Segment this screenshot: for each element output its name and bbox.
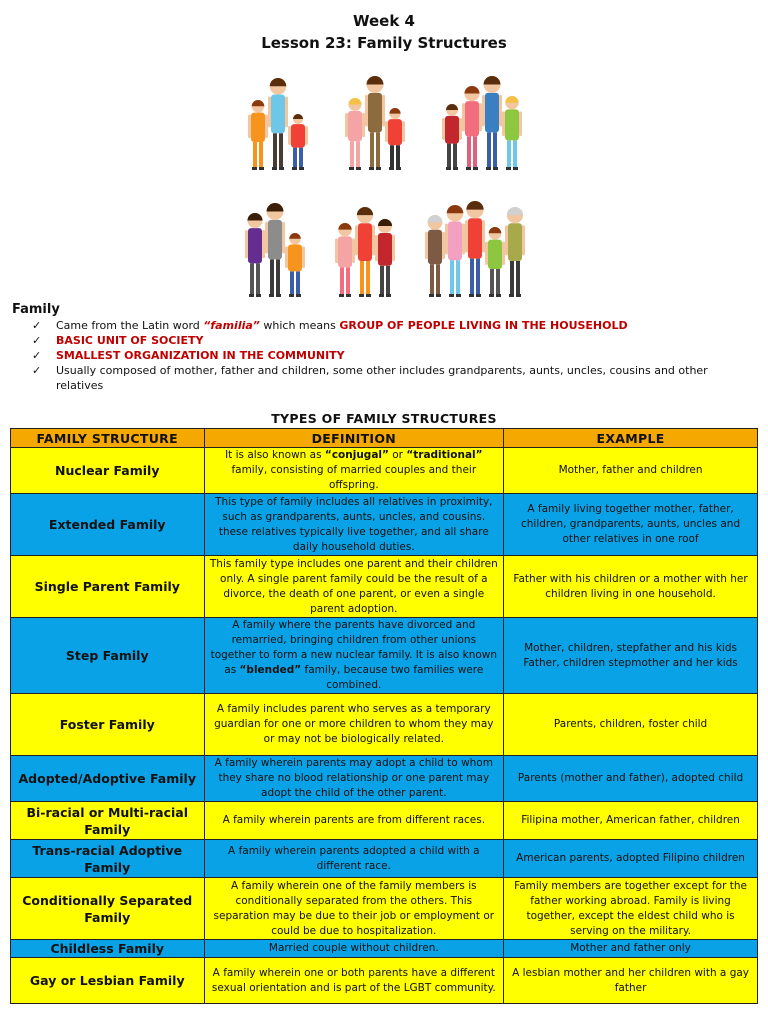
structure-name: Trans-racial Adoptive Family — [11, 840, 205, 878]
structure-definition: This family type includes one parent and their children only. A single parent family could be the result of a divorce, the death of one parent, or even a single parent adoption. — [204, 556, 504, 618]
structure-name: Step Family — [11, 618, 205, 694]
person-figure — [365, 76, 385, 170]
family-group-3 — [438, 68, 526, 172]
structure-definition: A family wherein parents are from different races. — [204, 802, 504, 840]
structure-definition: Married couple without children. — [204, 940, 504, 958]
person-figure — [265, 203, 285, 297]
structure-example: Mother, father and children — [504, 448, 758, 494]
structure-example: Father with his children or a mother with her children living in one household. — [504, 556, 758, 618]
person-figure — [335, 223, 355, 297]
table-row — [11, 494, 758, 556]
person-figure — [425, 215, 445, 297]
structure-example: A lesbian mother and her children with a gay father — [504, 958, 758, 1004]
structure-name: Bi-racial or Multi-racial Family — [11, 802, 205, 840]
bullet-emphasis: BASIC UNIT OF SOCIETY — [56, 334, 204, 347]
family-group-5-icon — [331, 195, 399, 299]
structure-definition: A family where the parents have divorced and remarried, bringing children from other unions together to form a new nuclear family. It is also known as “blended” family, because two families were combined. — [204, 618, 504, 694]
structure-definition: A family includes parent who serves as a temporary guardian for one or more children to whom they may or may not be biologically related. — [204, 694, 504, 756]
table-row — [11, 958, 758, 1004]
person-figure — [285, 233, 305, 297]
table-row — [11, 878, 758, 940]
bullet-latin-origin — [32, 318, 752, 333]
structure-name: Conditionally Separated Family — [11, 878, 205, 940]
person-figure — [465, 201, 485, 297]
table-row — [11, 940, 758, 958]
person-figure — [442, 104, 462, 170]
table-header-row — [11, 429, 758, 448]
structure-definition: A family wherein one or both parents have a different sexual orientation and is part of the LGBT community. — [204, 958, 504, 1004]
checkmark-icon: ✓ — [32, 349, 42, 362]
person-figure — [445, 205, 465, 297]
bullet-smallest-organization — [32, 348, 752, 363]
person-figure — [482, 76, 502, 170]
latin-word: “familia” — [203, 319, 260, 332]
lesson-title: Lesson 23: Family Structures — [261, 34, 507, 52]
structure-example: Family members are together except for the father working abroad. Family is living together, except the eldest child who is serving on the military. — [504, 878, 758, 940]
checkmark-icon: ✓ — [32, 334, 42, 347]
family-structures-table — [10, 428, 758, 1004]
table-row — [11, 618, 758, 694]
table-row — [11, 556, 758, 618]
family-group-6-icon — [421, 195, 529, 299]
structure-definition: A family wherein parents adopted a child with a different race. — [204, 840, 504, 878]
bullet-text: Usually composed of mother, father and children, some other includes grandparents, aunts, uncles, cousins and other relatives — [56, 364, 708, 392]
table-row — [11, 756, 758, 802]
table-row — [11, 840, 758, 878]
structure-example: Mother, children, stepfather and his kids Father, children stepmother and her kids — [504, 618, 758, 694]
person-figure — [385, 108, 405, 170]
family-group-5 — [331, 195, 399, 299]
bullet-composition — [32, 363, 752, 393]
family-group-4-icon — [241, 195, 309, 299]
bullet-emphasis: SMALLEST ORGANIZATION IN THE COMMUNITY — [56, 349, 345, 362]
structure-definition: This type of family includes all relatives in proximity, such as grandparents, aunts, uncles, and cousins. these relatives typically live together, and all share daily household duties. — [204, 494, 504, 556]
checkmark-icon: ✓ — [32, 364, 42, 377]
column-header: FAMILY STRUCTURE — [11, 429, 205, 448]
family-group-4 — [241, 195, 309, 299]
bullet-emphasis: GROUP OF PEOPLE LIVING IN THE HOUSEHOLD — [339, 319, 628, 332]
structure-example: Parents (mother and father), adopted child — [504, 756, 758, 802]
structure-name: Childless Family — [11, 940, 205, 958]
structure-name: Single Parent Family — [11, 556, 205, 618]
person-figure — [248, 100, 268, 170]
family-group-1 — [244, 68, 312, 172]
bullet-text: Came from the Latin word — [56, 319, 204, 332]
person-figure — [345, 98, 365, 170]
person-figure — [462, 86, 482, 170]
person-figure — [355, 207, 375, 297]
bullet-basic-unit — [32, 333, 752, 348]
bullet-text: which means — [259, 319, 340, 332]
person-figure — [245, 213, 265, 297]
structure-name: Gay or Lesbian Family — [11, 958, 205, 1004]
person-figure — [288, 114, 308, 170]
week-title: Week 4 — [353, 12, 415, 30]
structure-example: A family living together mother, father, children, grandparents, aunts, uncles and other relatives in one roof — [504, 494, 758, 556]
structure-example: American parents, adopted Filipino children — [504, 840, 758, 878]
structure-example: Parents, children, foster child — [504, 694, 758, 756]
family-group-3-icon — [438, 68, 526, 172]
table-title: TYPES OF FAMILY STRUCTURES — [271, 411, 497, 426]
family-group-1-icon — [244, 68, 312, 172]
family-illustrations-top — [230, 68, 540, 172]
table-row — [11, 448, 758, 494]
person-figure — [485, 227, 505, 297]
structure-name: Adopted/Adoptive Family — [11, 756, 205, 802]
structure-definition: A family wherein one of the family members is conditionally separated from the others. This separation may be due to their job or employment or could be due to hospitalization. — [204, 878, 504, 940]
family-bullet-list — [32, 318, 752, 393]
family-group-2-icon — [341, 68, 409, 172]
structure-example: Filipina mother, American father, children — [504, 802, 758, 840]
structure-name: Extended Family — [11, 494, 205, 556]
structure-example: Mother and father only — [504, 940, 758, 958]
column-header: EXAMPLE — [504, 429, 758, 448]
structure-name: Nuclear Family — [11, 448, 205, 494]
person-figure — [268, 78, 288, 170]
person-figure — [505, 207, 525, 297]
checkmark-icon: ✓ — [32, 319, 42, 332]
family-group-2 — [341, 68, 409, 172]
structure-name: Foster Family — [11, 694, 205, 756]
column-header: DEFINITION — [204, 429, 504, 448]
table-row — [11, 694, 758, 756]
person-figure — [502, 96, 522, 170]
family-heading: Family — [12, 302, 60, 317]
person-figure — [375, 219, 395, 297]
structure-definition: It is also known as “conjugal” or “traditional” family, consisting of married couples and their offspring. — [204, 448, 504, 494]
family-illustrations-bottom — [230, 195, 540, 299]
structure-definition: A family wherein parents may adopt a child to whom they share no blood relationship or one parent may adopt the child of the other parent. — [204, 756, 504, 802]
family-group-6 — [421, 195, 529, 299]
table-row — [11, 802, 758, 840]
